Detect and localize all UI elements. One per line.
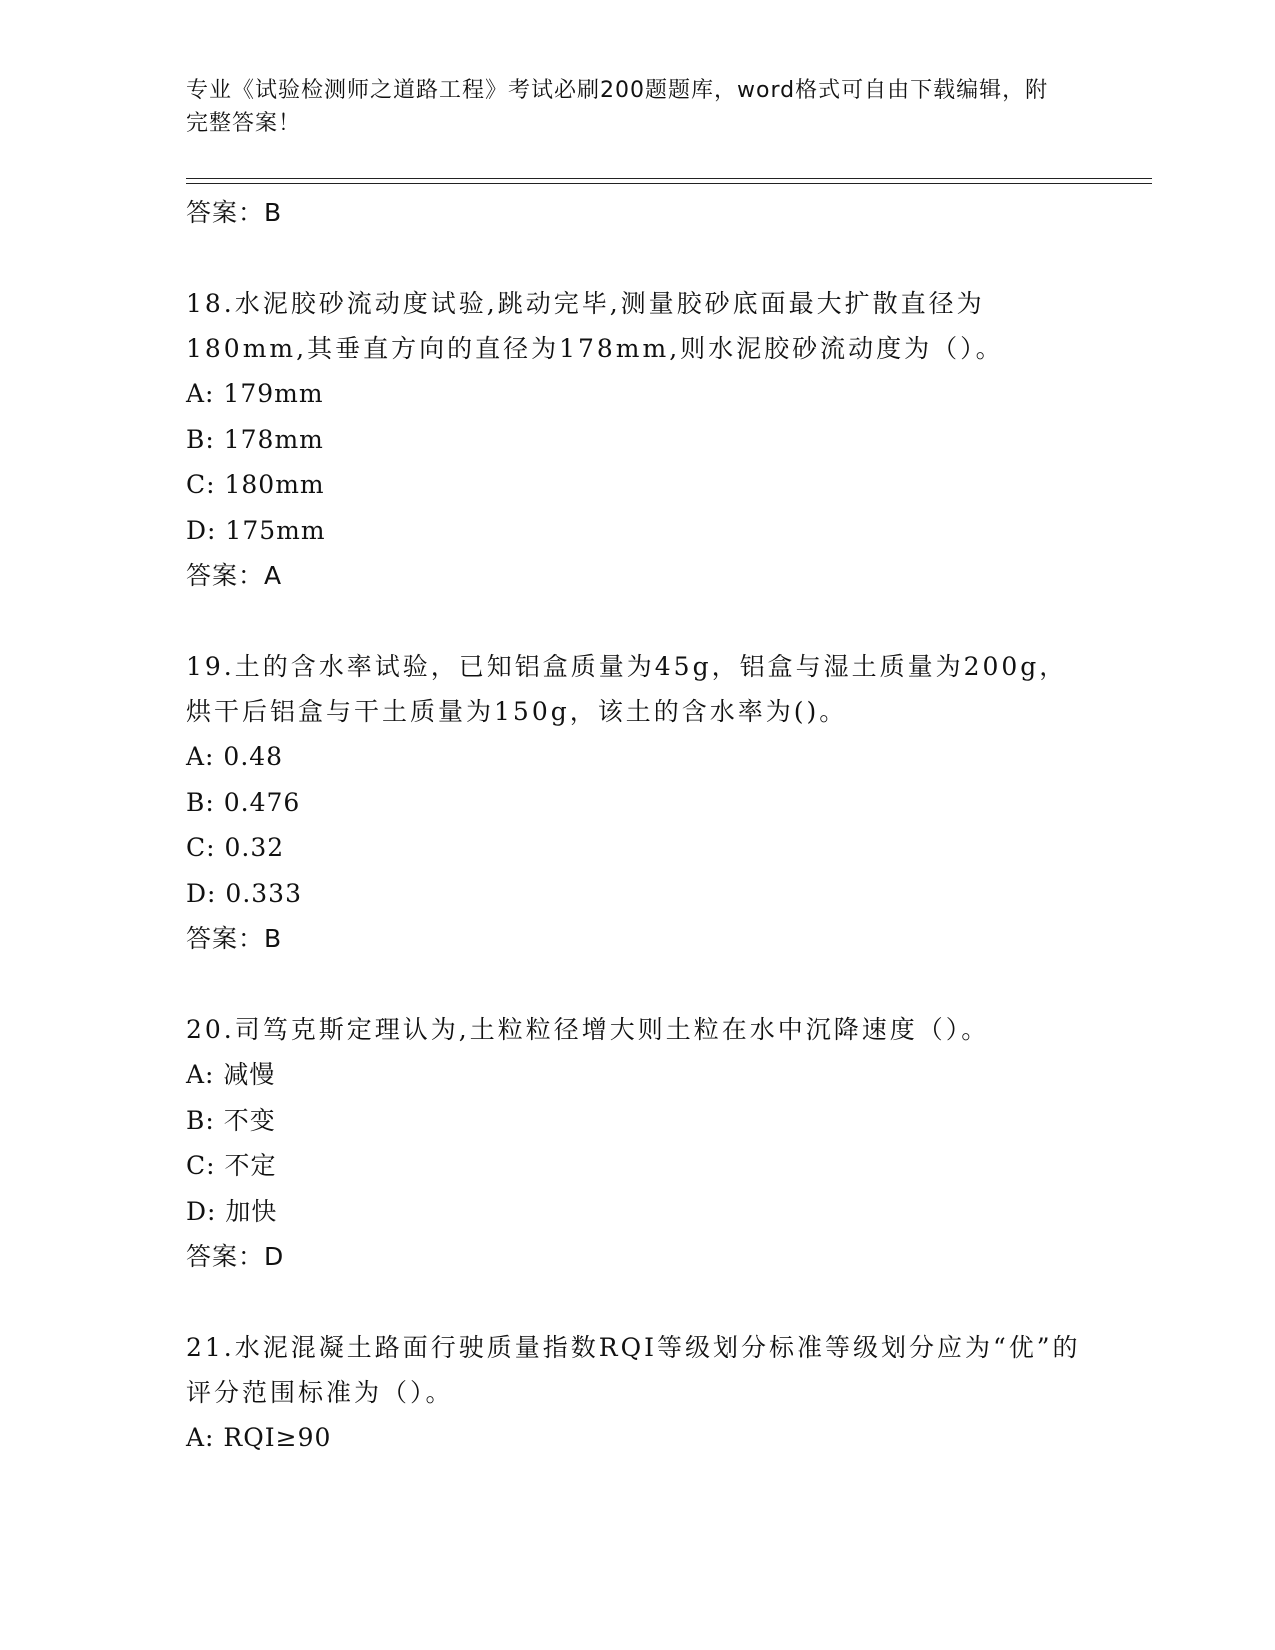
option-d: D: 0.333 [186, 878, 302, 908]
option-a: A: 减慢 [186, 1060, 276, 1089]
option-c: C: 0.32 [186, 833, 285, 862]
option-d: D: 加快 [186, 1196, 278, 1226]
option-a: A: RQI≥90 [186, 1423, 332, 1452]
question-stem: 19.土的含水率试验，已知铝盒质量为45g，铝盒与湿土质量为200g，烘干后铝盒与干土质量为150g，该土的含水率为()。 [186, 652, 1068, 726]
question-stem: 21.水泥混凝土路面行驶质量指数RQI等级划分标准等级划分应为“优”的评分范围标准为（）。 [186, 1333, 1081, 1407]
question-stem: 20.司笃克斯定理认为,土粒粒径增大则土粒在水中沉降速度（）。 [186, 1015, 990, 1044]
question-18 [186, 281, 1086, 598]
answer-line: 答案：A [186, 561, 283, 590]
document-header: 专业《试验检测师之道路工程》考试必刷200题题库，word格式可自由下载编辑，附完整答案！ [186, 78, 1049, 136]
question-21 [186, 1325, 1086, 1461]
option-d: D: 175mm [186, 515, 326, 545]
option-a: A: 179mm [186, 379, 324, 408]
question-19 [186, 644, 1086, 961]
option-c: C: 180mm [186, 470, 325, 499]
answer-line: 答案：B [186, 198, 283, 227]
question-stem: 18.水泥胶砂流动度试验,跳动完毕,测量胶砂底面最大扩散直径为180mm,其垂直方向的直径为178mm,则水泥胶砂流动度为（）。 [186, 289, 1004, 363]
question-list [186, 190, 1086, 1461]
header-rule-top [186, 178, 1152, 179]
option-b: B: 0.476 [186, 787, 301, 817]
option-b: B: 不变 [186, 1105, 276, 1135]
option-c: C: 不定 [186, 1151, 277, 1180]
question-20 [186, 1007, 1086, 1279]
option-a: A: 0.48 [186, 742, 284, 771]
answer-line: 答案：D [186, 1242, 285, 1271]
header-rule-bottom [186, 183, 1152, 184]
answer-line: 答案：B [186, 924, 283, 953]
option-b: B: 178mm [186, 424, 324, 454]
